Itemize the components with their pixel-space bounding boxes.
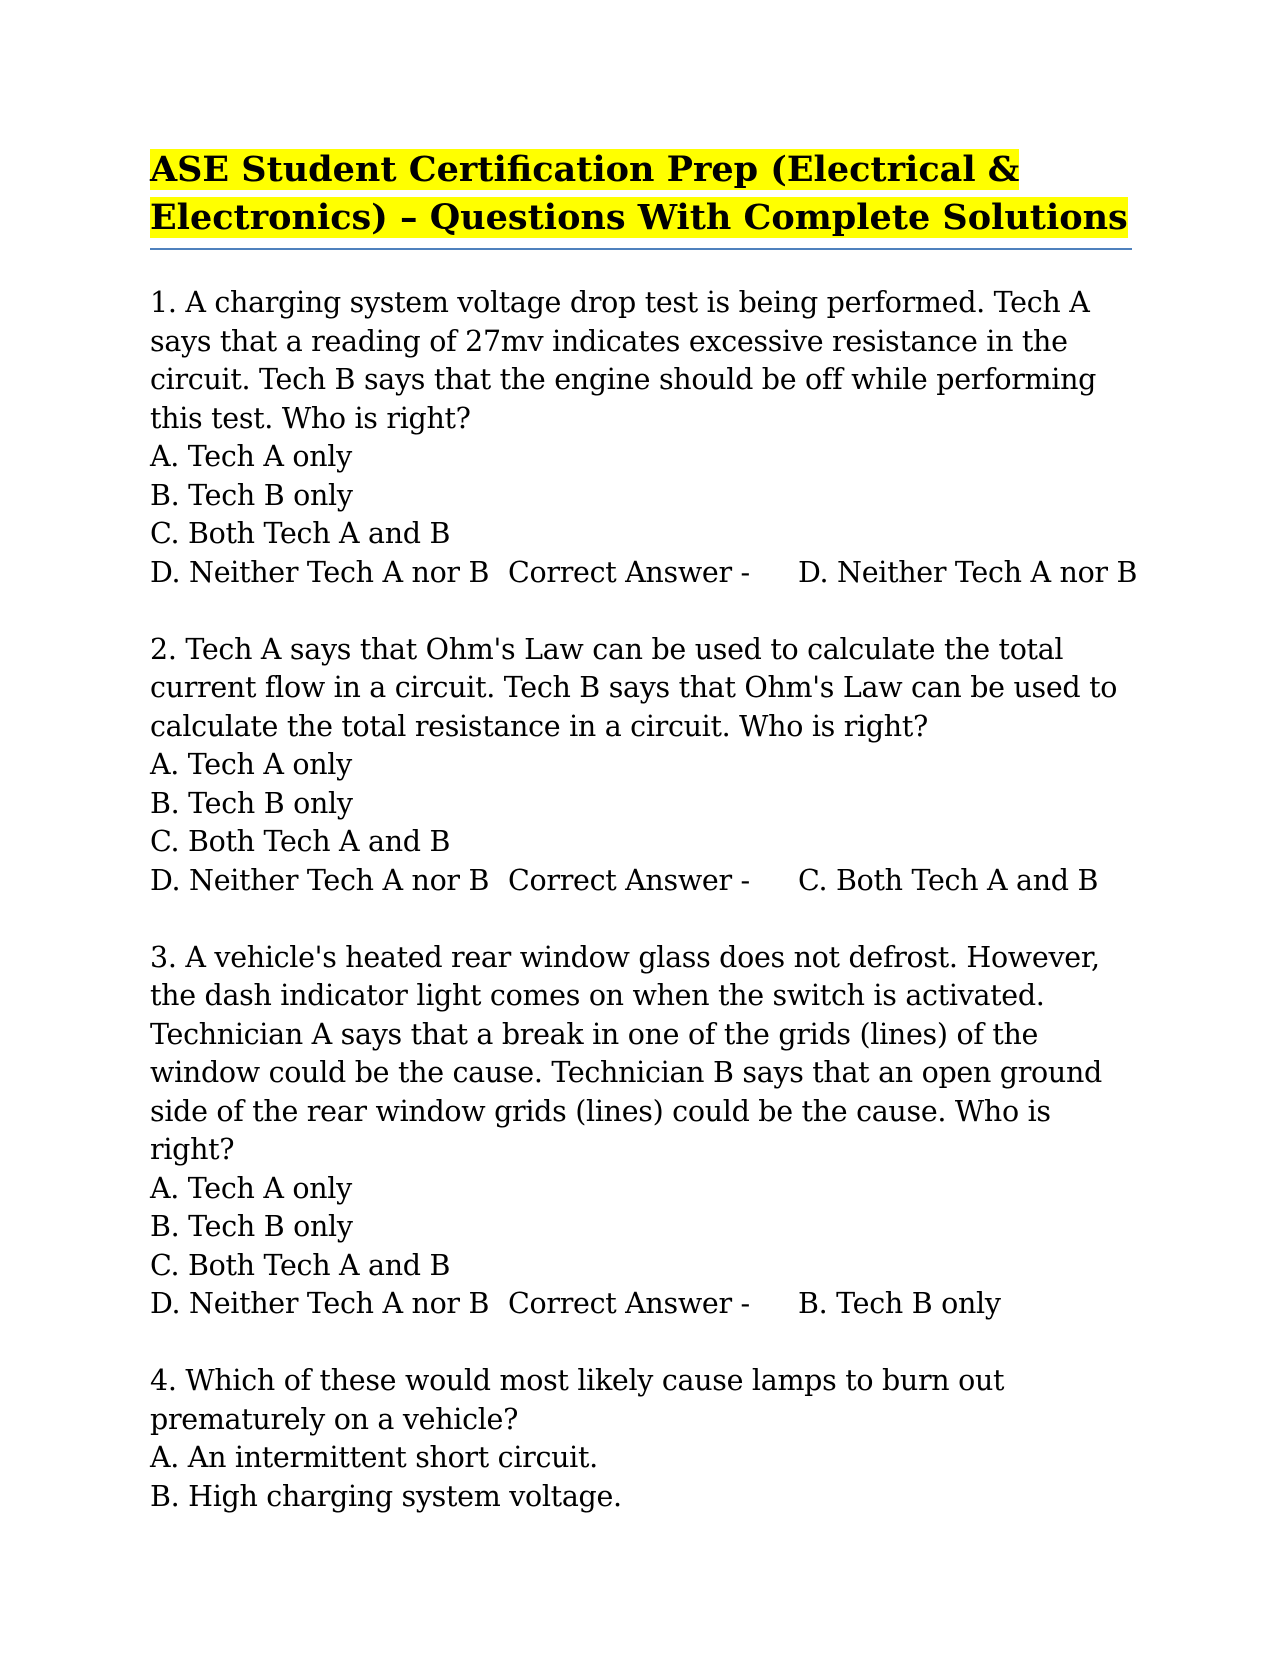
option-a: A. An intermittent short circuit. — [150, 1441, 598, 1474]
option-d: D. Neither Tech A nor B — [150, 863, 490, 897]
document-page — [150, 146, 1138, 1555]
title-line-1: ASE Student Certification Prep (Electrical & — [150, 149, 1020, 190]
question-text: 4. Which of these would most likely cause lamps to burn out prematurely on a vehicle? — [150, 1364, 1005, 1436]
option-d: D. Neither Tech A nor B — [150, 1287, 490, 1320]
title-underline — [150, 248, 1132, 250]
question-2 — [150, 631, 1132, 901]
correct-answer-value: D. Neither Tech A nor B — [798, 555, 1138, 589]
option-b: B. Tech B only — [150, 786, 353, 820]
option-d-row — [150, 1285, 1132, 1324]
question-text: 2. Tech A says that Ohm's Law can be used to calculate the total current flow in a circuit. Tech B says that Ohm's Law can be used to calculate the total resistance in a circuit. Who is right? — [150, 632, 1118, 743]
option-c: C. Both Tech A and B — [150, 517, 451, 550]
question-text: 1. A charging system voltage drop test is being performed. Tech A says that a reading of 27mv indicates excessive resistance in the circuit. Tech B says that the engine should be off while performing this test. Who is right? — [150, 286, 1097, 435]
option-a: A. Tech A only — [150, 748, 352, 781]
question-4 — [150, 1362, 1132, 1516]
option-a: A. Tech A only — [150, 1171, 352, 1205]
correct-answer-label: Correct Answer - — [508, 863, 750, 897]
question-3 — [150, 939, 1132, 1324]
option-c: C. Both Tech A and B — [150, 1248, 451, 1282]
question-text: 3. A vehicle's heated rear window glass does not defrost. However, the dash indicator light comes on when the switch is activated. Technician A says that a break in one of the grids (lines) of the window could be the cause. Technician B says that an open ground side of the rear window grids (lines) could be the cause. Who is right? — [150, 940, 1102, 1166]
option-d: D. Neither Tech A nor B — [150, 555, 490, 589]
question-list — [150, 284, 1138, 1516]
option-d-row — [150, 862, 1132, 901]
title-line-2: Electronics) – Questions With Complete Solutions — [150, 197, 1128, 238]
question-1 — [150, 284, 1138, 592]
option-d-row — [150, 554, 1138, 593]
correct-answer-value: B. Tech B only — [798, 1287, 1001, 1320]
correct-answer-value: C. Both Tech A and B — [798, 863, 1099, 897]
option-b: B. Tech B only — [150, 1210, 353, 1243]
option-b: B. High charging system voltage. — [150, 1479, 622, 1513]
correct-answer-label: Correct Answer - — [508, 1287, 750, 1320]
option-c: C. Both Tech A and B — [150, 825, 451, 858]
option-b: B. Tech B only — [150, 478, 353, 512]
option-a: A. Tech A only — [150, 440, 352, 473]
correct-answer-label: Correct Answer - — [508, 555, 750, 589]
document-title — [150, 146, 1132, 242]
